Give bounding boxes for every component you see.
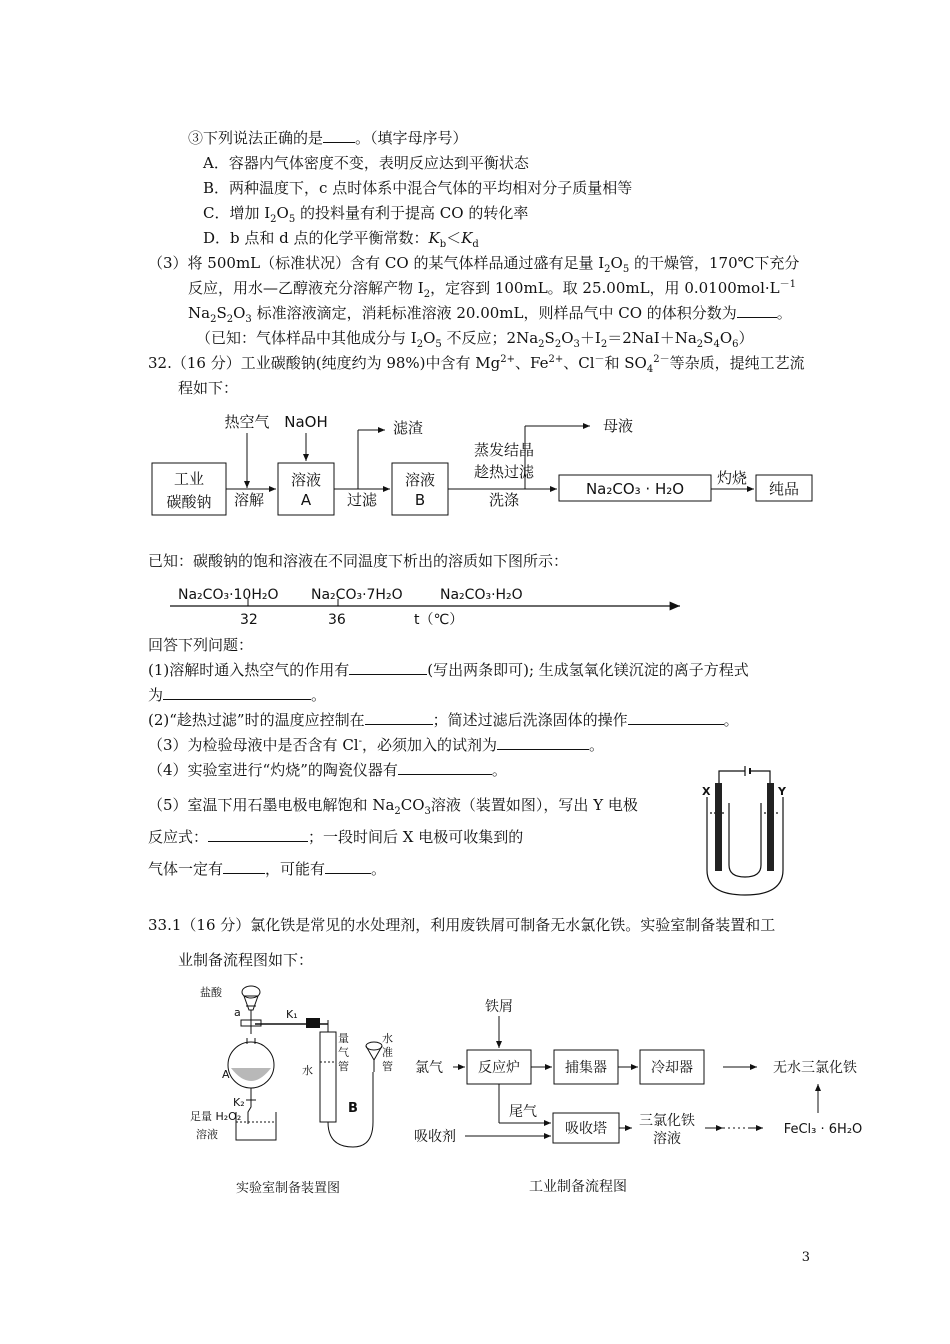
mother-liquor-label: 母液: [602, 417, 634, 435]
gas-tube-3: 管: [338, 1060, 349, 1073]
option-a: A．容器内气体密度不变，表明反应达到平衡状态: [203, 154, 529, 172]
option-b: B．两种温度下，c 点时体系中混合气体的平均相对分子质量相等: [203, 179, 633, 197]
fecl3-solution-line2: 溶液: [653, 1131, 681, 1147]
purification-flowchart: [140, 405, 830, 525]
wash-label: 洗涤: [488, 491, 520, 509]
lab-caption: 实验室制备装置图: [236, 1181, 341, 1196]
level-tube-1: 水: [382, 1032, 393, 1045]
tick-36: 36: [328, 612, 346, 628]
lab-apparatus: [178, 982, 408, 1202]
industrial-flowchart: [405, 998, 875, 1198]
k1-label: K₁: [286, 1008, 298, 1021]
q33-stem-line1: 33.1（16 分）氯化铁是常见的水处理剂，利用废铁屑可制备无水氯化铁。实验室制备装置和工: [148, 916, 776, 934]
q32-s4: （4）实验室进行“灼烧”的陶瓷仪器有 。: [148, 761, 507, 779]
tail-gas-label: 尾气: [509, 1104, 537, 1120]
q32-s5-line1: （5）室温下用石墨电极电解饱和 $Na_2CO_3$溶液（装置如图），写出 Y 电极: [148, 796, 638, 817]
box-solB-line1: 溶液: [404, 471, 436, 489]
gas-tube-2: 气: [338, 1046, 349, 1059]
q31-sub3-line2: 反应，用水—乙醇液充分溶解产物 $I_2$，定容到 100mL。取 25.00mL，用 $0.0100mol\cdot L^{-1}$: [188, 279, 796, 300]
electrolysis-apparatus: [695, 765, 805, 905]
q32-s3: （3）为检验母液中是否含有 Cl-，必须加入的试剂为 。: [148, 736, 605, 754]
axis-label-monohydrate: Na₂CO₃·H₂O: [440, 587, 523, 603]
answer-prompt: 回答下列问题：: [148, 636, 254, 654]
h2o2-label-line2: 溶液: [196, 1128, 218, 1141]
flask-a-label: A: [222, 1068, 230, 1081]
box-raw-line2: 碳酸钠: [166, 493, 212, 511]
q32-s1-cont: 为 。: [148, 686, 327, 704]
page-number: 3: [801, 1250, 810, 1265]
level-tube-3: 管: [382, 1060, 393, 1073]
dissolve-label: 溶解: [233, 491, 265, 509]
electrode-x-label: X: [702, 785, 711, 798]
q31-sub3-note: （已知：气体样品中其他成分与 $I_2O_5$ 不反应；$2Na_2S_2O_3+I_2=2NaI+Na_2S_4O_6$）: [196, 329, 754, 350]
box-raw-line1: 工业: [173, 470, 205, 488]
absorbent-label: 吸收剂: [414, 1129, 456, 1145]
burn-label: 灼烧: [716, 469, 748, 487]
chlorine-label: 氯气: [415, 1060, 443, 1076]
q31-sub3-line1: （3）将 500mL（标准状况）含有 CO 的某气体样品通过盛有足量 $I_2O_5$ 的干燥管，170℃下充分: [148, 254, 800, 275]
box-tower: 吸收塔: [565, 1121, 607, 1137]
axis-label-decahydrate: Na₂CO₃·10H₂O: [178, 587, 279, 603]
iron-scrap-label: 铁屑: [485, 999, 513, 1015]
option-d: D．b 点和 d 点的化学平衡常数：$K_b<K_d$: [203, 229, 479, 250]
box-pure: 纯品: [768, 480, 800, 498]
industrial-caption: 工业制备流程图: [529, 1179, 627, 1195]
box-furnace: 反应炉: [478, 1060, 520, 1076]
q32-stem-line1: 32.（16 分）工业碳酸钠(纯度约为 98%)中含有 $Mg^{2+}$、$Fe^{2+}$、Cl－和 $SO_4^{2-}$等杂质，提纯工艺流: [148, 354, 805, 375]
box-solA-line2: A: [300, 491, 312, 509]
box-solA-line1: 溶液: [290, 471, 322, 489]
naoh-label: NaOH: [284, 413, 328, 431]
gas-tube-1: 量: [338, 1032, 349, 1045]
k2-label: K₂: [233, 1096, 245, 1109]
hot-air-label: 热空气: [224, 413, 270, 431]
tube-b-label: B: [348, 1101, 358, 1116]
q33-stem-line2: 业制备流程图如下：: [178, 951, 314, 969]
hydrate-label: FeCl₃ · 6H₂O: [783, 1122, 863, 1137]
q32-s5-line3: 气体一定有 ，可能有 。: [148, 860, 387, 878]
evap-label: 蒸发结晶: [473, 441, 535, 459]
box-solB-line2: B: [414, 491, 426, 509]
h2o2-label-line1: 足量 H₂O₂: [190, 1110, 242, 1123]
filter-label: 过滤: [346, 491, 378, 509]
hcl-label: 盐酸: [200, 986, 222, 999]
residue-label: 滤渣: [392, 419, 424, 437]
electrode-y-label: Y: [778, 785, 786, 798]
box-cooler: 冷却器: [651, 1060, 693, 1076]
q32-s5-line2: 反应式： ；一段时间后 X 电极可收集到的: [148, 828, 524, 846]
fecl3-solution-line1: 三氯化铁: [639, 1113, 695, 1129]
q31-sub3-line3: $Na_2S_2O_3$ 标准溶液滴定，消耗标准溶液 20.00mL，则样品气中 CO 的体积分数为 。: [188, 304, 792, 325]
axis-unit: t（℃）: [414, 612, 464, 628]
anhydrous-label: 无水三氯化铁: [773, 1060, 857, 1076]
option-c: C．增加 $I_2O_5$ 的投料量有利于提高 CO 的转化率: [203, 204, 529, 225]
box-collector: 捕集器: [565, 1060, 607, 1076]
temperature-axis: [170, 582, 700, 630]
q32-s1: (1)溶解时通入热空气的作用有 (写出两条即可); 生成氢氧化镁沉淀的离子方程式: [148, 661, 749, 679]
hot-filter-label: 趁热过滤: [473, 463, 535, 481]
axis-label-heptahydrate: Na₂CO₃·7H₂O: [311, 587, 403, 603]
level-tube-2: 准: [382, 1046, 393, 1059]
valve-a-label: a: [234, 1006, 241, 1019]
tick-32: 32: [240, 612, 258, 628]
q32-s2: (2)“趁热过滤”时的温度应控制在 ；简述过滤后洗涤固体的操作 。: [148, 711, 739, 729]
q32-stem-line2: 程如下：: [178, 379, 239, 397]
known-note: 已知：碳酸钠的饱和溶液在不同温度下析出的溶质如下图所示：: [148, 552, 569, 570]
box-monohydrate: Na₂CO₃ · H₂O: [585, 480, 685, 498]
q31-part3: ③下列说法正确的是 。（填字母序号）: [188, 129, 468, 147]
water-label: 水: [302, 1064, 313, 1077]
